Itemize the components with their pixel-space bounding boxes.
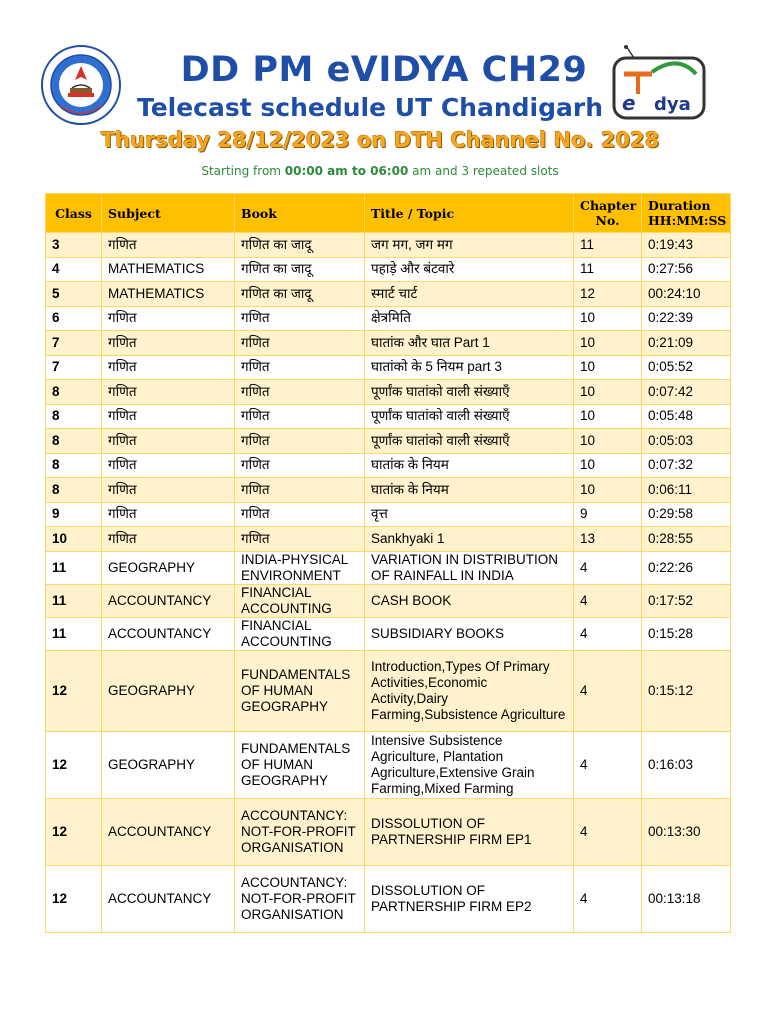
cell-chapter: 10 — [574, 306, 642, 331]
cell-duration: 0:21:09 — [642, 331, 731, 356]
cell-chapter: 4 — [574, 584, 642, 617]
start-prefix: Starting from — [201, 164, 285, 178]
cell-class: 12 — [46, 650, 102, 731]
cell-duration: 0:15:12 — [642, 650, 731, 731]
cell-class: 7 — [46, 331, 102, 356]
cell-duration: 0:15:28 — [642, 617, 731, 650]
cell-book: FUNDAMENTALS OF HUMAN GEOGRAPHY — [235, 731, 365, 798]
cell-book: गणित — [235, 306, 365, 331]
cell-chapter: 10 — [574, 380, 642, 405]
cell-duration: 0:05:48 — [642, 404, 731, 429]
cell-subject: ACCOUNTANCY — [102, 865, 235, 932]
table-row — [46, 584, 731, 617]
cell-title: पहाड़े और बंटवारे — [365, 257, 574, 282]
cell-chapter: 10 — [574, 478, 642, 503]
cell-chapter: 11 — [574, 233, 642, 258]
cell-book: FINANCIAL ACCOUNTING — [235, 584, 365, 617]
cell-title: Introduction,Types Of Primary Activities,Economic Activity,Dairy Farming,Subsistence Agriculture — [365, 650, 574, 731]
cell-duration: 0:05:03 — [642, 429, 731, 454]
svg-text:dya: dya — [654, 94, 691, 115]
cell-book: गणित का जादू — [235, 257, 365, 282]
cell-subject: ACCOUNTANCY — [102, 798, 235, 865]
cell-subject: गणित — [102, 233, 235, 258]
cell-subject: MATHEMATICS — [102, 257, 235, 282]
cell-title: वृत्त — [365, 502, 574, 527]
cell-book: गणित — [235, 331, 365, 356]
cell-chapter: 11 — [574, 257, 642, 282]
cell-title: पूर्णांक घातांको वाली संख्याएँ — [365, 429, 574, 454]
cell-duration: 0:07:32 — [642, 453, 731, 478]
cell-title: SUBSIDIARY BOOKS — [365, 617, 574, 650]
cell-chapter: 9 — [574, 502, 642, 527]
cell-book: गणित — [235, 453, 365, 478]
cell-chapter: 13 — [574, 527, 642, 552]
cell-subject: गणित — [102, 380, 235, 405]
page-subtitle: Telecast schedule UT Chandigarh — [136, 93, 604, 122]
table-row — [46, 331, 731, 356]
cell-subject: गणित — [102, 429, 235, 454]
cell-duration: 0:27:56 — [642, 257, 731, 282]
cell-chapter: 10 — [574, 453, 642, 478]
cell-title: पूर्णांक घातांको वाली संख्याएँ — [365, 404, 574, 429]
cell-title: जग मग, जग मग — [365, 233, 574, 258]
evidya-logo-icon — [612, 44, 706, 120]
cell-duration: 0:28:55 — [642, 527, 731, 552]
cell-class: 6 — [46, 306, 102, 331]
cell-duration: 0:16:03 — [642, 731, 731, 798]
cell-subject: ACCOUNTANCY — [102, 617, 235, 650]
cell-class: 4 — [46, 257, 102, 282]
table-row — [46, 233, 731, 258]
cell-class: 9 — [46, 502, 102, 527]
cell-chapter: 4 — [574, 551, 642, 584]
cell-title: CASH BOOK — [365, 584, 574, 617]
cell-class: 3 — [46, 233, 102, 258]
table-header-row — [46, 194, 731, 233]
cell-class: 10 — [46, 527, 102, 552]
cell-class: 12 — [46, 865, 102, 932]
cell-title: DISSOLUTION OF PARTNERSHIP FIRM EP2 — [365, 865, 574, 932]
cell-duration: 0:07:42 — [642, 380, 731, 405]
cell-subject: गणित — [102, 355, 235, 380]
cell-subject: गणित — [102, 306, 235, 331]
telecast-schedule-table — [45, 193, 731, 933]
cell-chapter: 12 — [574, 282, 642, 307]
header-duration: Duration HH:MM:SS — [642, 194, 731, 233]
cell-book: गणित — [235, 502, 365, 527]
cell-duration: 0:19:43 — [642, 233, 731, 258]
table-row — [46, 551, 731, 584]
table-row — [46, 257, 731, 282]
cell-chapter: 10 — [574, 404, 642, 429]
table-row — [46, 798, 731, 865]
cell-duration: 0:05:52 — [642, 355, 731, 380]
cell-title: घातांक और घात Part 1 — [365, 331, 574, 356]
cell-book: FINANCIAL ACCOUNTING — [235, 617, 365, 650]
table-row — [46, 731, 731, 798]
table-row — [46, 502, 731, 527]
cell-chapter: 10 — [574, 355, 642, 380]
cell-class: 12 — [46, 798, 102, 865]
table-row — [46, 306, 731, 331]
cell-subject: गणित — [102, 331, 235, 356]
header-subject: Subject — [102, 194, 235, 233]
cell-class: 5 — [46, 282, 102, 307]
table-row — [46, 527, 731, 552]
table-row — [46, 617, 731, 650]
cell-title: DISSOLUTION OF PARTNERSHIP FIRM EP1 — [365, 798, 574, 865]
cell-class: 11 — [46, 617, 102, 650]
cell-subject: गणित — [102, 527, 235, 552]
cell-book: गणित — [235, 527, 365, 552]
cell-book: गणित — [235, 404, 365, 429]
cell-title: Intensive Subsistence Agriculture, Plantation Agriculture,Extensive Grain Farming,Mixed Farming — [365, 731, 574, 798]
table-row — [46, 429, 731, 454]
cell-class: 11 — [46, 551, 102, 584]
cell-book: गणित का जादू — [235, 282, 365, 307]
cell-class: 8 — [46, 478, 102, 503]
table-row — [46, 650, 731, 731]
start-times: 00:00 am to 06:00 — [284, 164, 409, 178]
header-class: Class — [46, 194, 102, 233]
cell-subject: GEOGRAPHY — [102, 650, 235, 731]
cell-duration: 0:22:26 — [642, 551, 731, 584]
cell-class: 8 — [46, 404, 102, 429]
table-row — [46, 380, 731, 405]
cell-title: घातांक के नियम — [365, 453, 574, 478]
page-header — [0, 0, 768, 190]
cell-book: FUNDAMENTALS OF HUMAN GEOGRAPHY — [235, 650, 365, 731]
cell-book: गणित का जादू — [235, 233, 365, 258]
cell-book: INDIA-PHYSICAL ENVIRONMENT — [235, 551, 365, 584]
cell-title: घातांक के नियम — [365, 478, 574, 503]
cell-class: 11 — [46, 584, 102, 617]
table-row — [46, 865, 731, 932]
cell-class: 12 — [46, 731, 102, 798]
cell-subject: MATHEMATICS — [102, 282, 235, 307]
header-chapter: Chapter No. — [574, 194, 642, 233]
cell-subject: गणित — [102, 502, 235, 527]
header-title: Title / Topic — [365, 194, 574, 233]
cell-subject: गणित — [102, 478, 235, 503]
svg-text:e: e — [622, 91, 636, 115]
cell-title: पूर्णांक घातांको वाली संख्याएँ — [365, 380, 574, 405]
header-book: Book — [235, 194, 365, 233]
cell-title: क्षेत्रमिति — [365, 306, 574, 331]
start-time-line — [0, 164, 760, 178]
cell-duration: 00:13:18 — [642, 865, 731, 932]
table-row — [46, 282, 731, 307]
table-row — [46, 478, 731, 503]
table-row — [46, 355, 731, 380]
cell-book: गणित — [235, 355, 365, 380]
cell-subject: गणित — [102, 453, 235, 478]
telecast-date-line: Thursday 28/12/2023 on DTH Channel No. 2028 — [100, 128, 660, 152]
cell-subject: गणित — [102, 404, 235, 429]
cell-duration: 0:17:52 — [642, 584, 731, 617]
cell-chapter: 4 — [574, 865, 642, 932]
cell-title: Sankhyaki 1 — [365, 527, 574, 552]
cell-chapter: 10 — [574, 331, 642, 356]
cell-chapter: 4 — [574, 650, 642, 731]
cell-subject: ACCOUNTANCY — [102, 584, 235, 617]
cell-class: 7 — [46, 355, 102, 380]
cell-class: 8 — [46, 380, 102, 405]
table-row — [46, 404, 731, 429]
cell-duration: 0:29:58 — [642, 502, 731, 527]
cell-chapter: 4 — [574, 617, 642, 650]
cell-chapter: 4 — [574, 731, 642, 798]
cell-duration: 0:06:11 — [642, 478, 731, 503]
cell-subject: GEOGRAPHY — [102, 551, 235, 584]
start-suffix: am and 3 repeated slots — [408, 164, 559, 178]
cell-chapter: 10 — [574, 429, 642, 454]
cell-chapter: 4 — [574, 798, 642, 865]
page-title: DD PM eVIDYA CH29 — [180, 50, 588, 90]
cell-book: गणित — [235, 429, 365, 454]
cell-title: घातांको के 5 नियम part 3 — [365, 355, 574, 380]
table-row — [46, 453, 731, 478]
cell-title: स्मार्ट चार्ट — [365, 282, 574, 307]
cell-book: ACCOUNTANCY: NOT-FOR-PROFIT ORGANISATION — [235, 798, 365, 865]
cell-book: गणित — [235, 380, 365, 405]
cell-book: ACCOUNTANCY: NOT-FOR-PROFIT ORGANISATION — [235, 865, 365, 932]
cell-title: VARIATION IN DISTRIBUTION OF RAINFALL IN INDIA — [365, 551, 574, 584]
cell-subject: GEOGRAPHY — [102, 731, 235, 798]
cell-book: गणित — [235, 478, 365, 503]
cell-class: 8 — [46, 429, 102, 454]
cell-class: 8 — [46, 453, 102, 478]
cell-duration: 00:24:10 — [642, 282, 731, 307]
cell-duration: 00:13:30 — [642, 798, 731, 865]
cell-duration: 0:22:39 — [642, 306, 731, 331]
